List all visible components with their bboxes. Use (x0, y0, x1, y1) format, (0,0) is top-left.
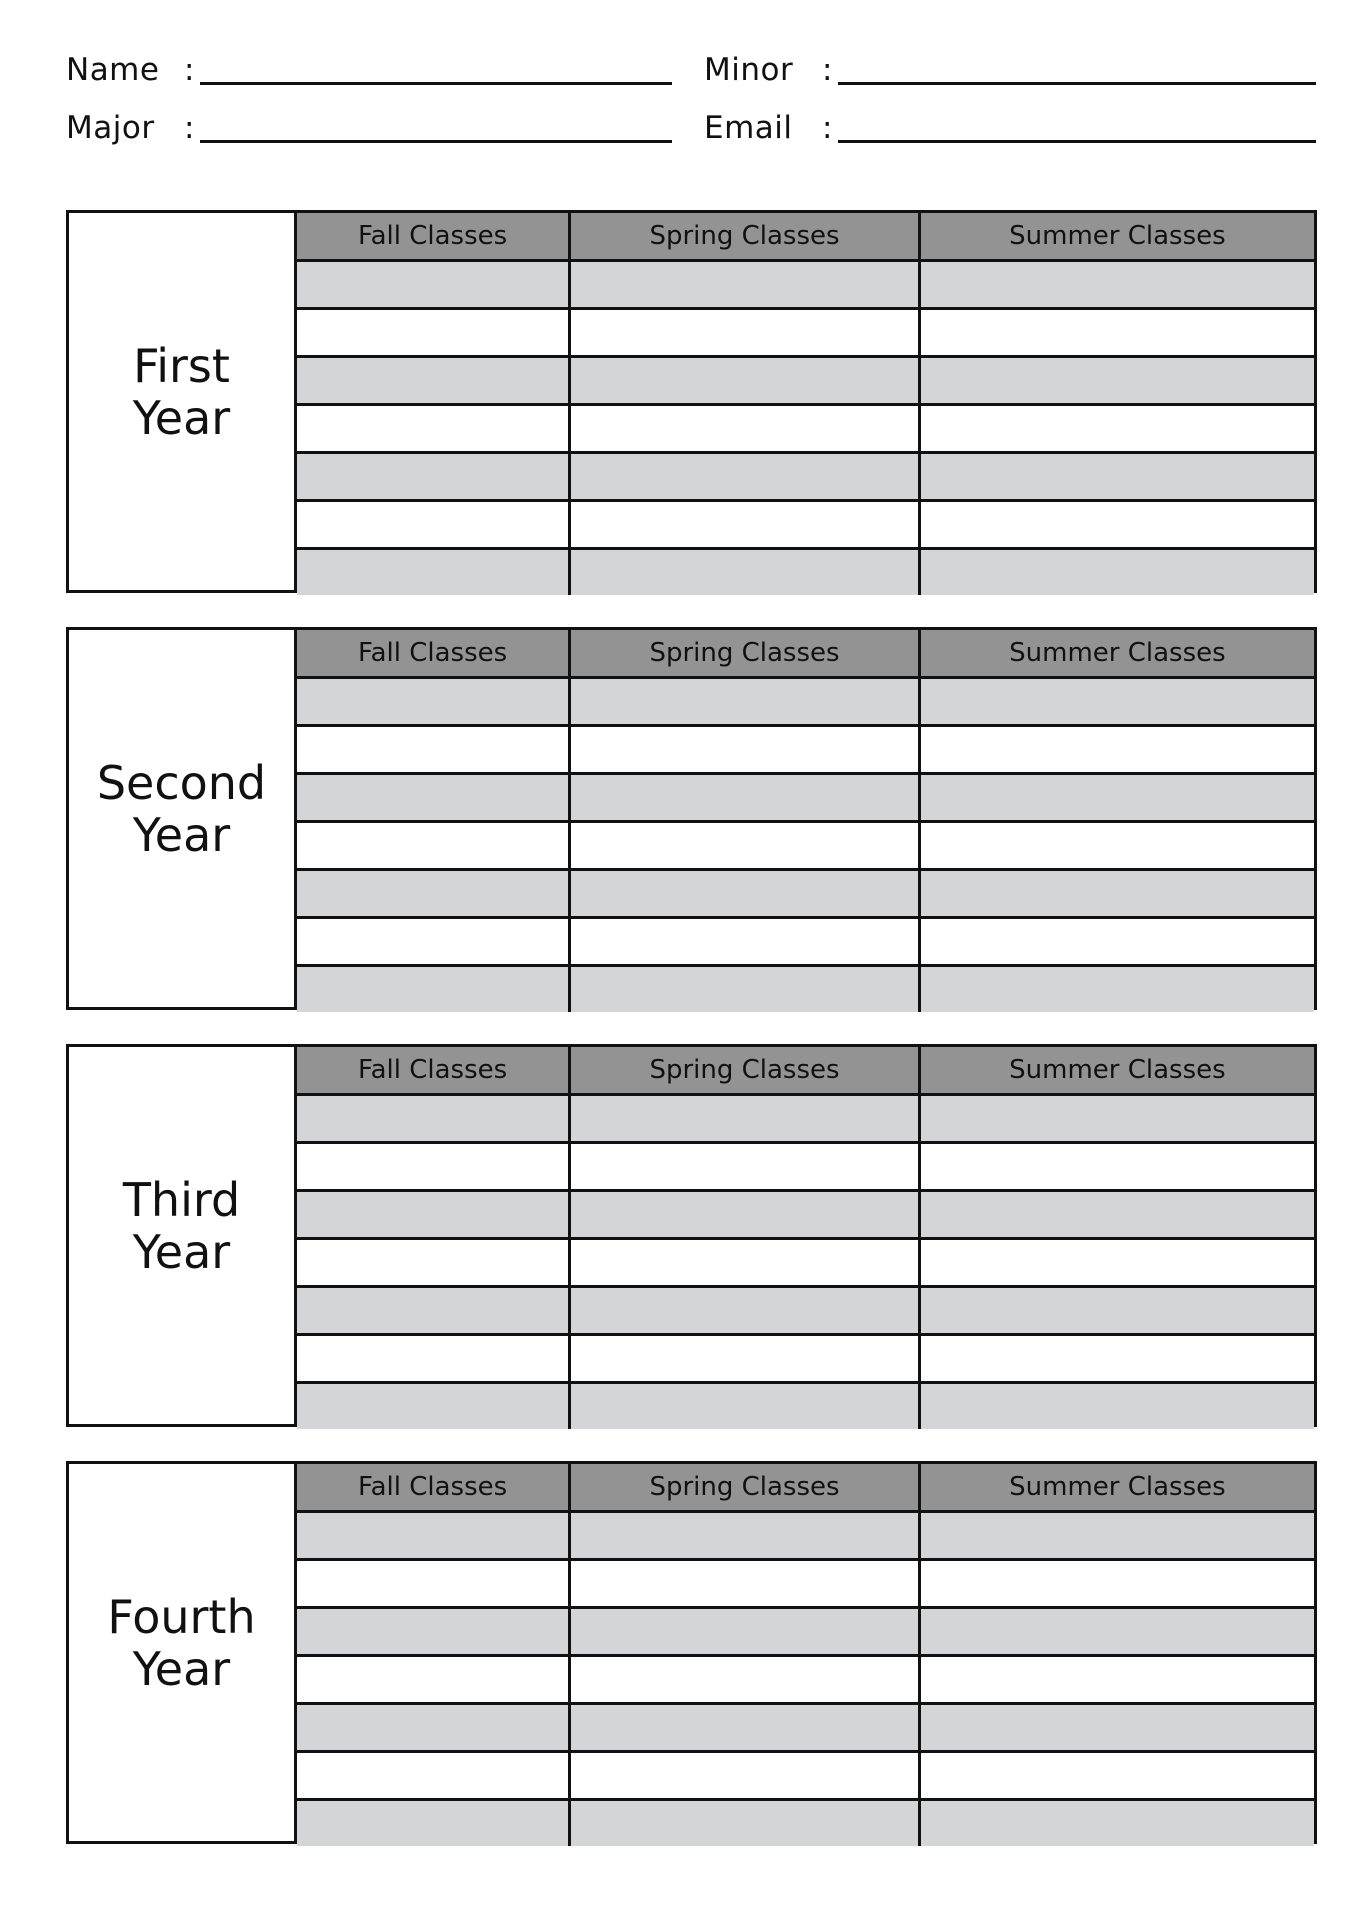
summer-class-cell[interactable] (919, 261, 1314, 309)
table-row (297, 549, 1314, 596)
year-label-line1: Fourth (107, 1589, 256, 1644)
table-row (297, 453, 1314, 501)
fall-class-cell[interactable] (297, 309, 570, 357)
major-colon: : (184, 110, 195, 146)
spring-class-cell[interactable] (570, 1383, 920, 1430)
name-label: Name (66, 52, 160, 88)
fall-class-cell[interactable] (297, 501, 570, 549)
fall-class-cell[interactable] (297, 870, 570, 918)
fall-class-cell[interactable] (297, 726, 570, 774)
table-row (297, 309, 1314, 357)
major-input-line[interactable] (200, 118, 672, 143)
spring-class-cell[interactable] (570, 774, 920, 822)
minor-input-line[interactable] (838, 60, 1316, 85)
major-label: Major (66, 110, 155, 146)
spring-class-cell[interactable] (570, 261, 920, 309)
table-row (297, 501, 1314, 549)
spring-class-cell[interactable] (570, 822, 920, 870)
year-label-line2: Year (132, 1641, 231, 1696)
fall-class-cell[interactable] (297, 1512, 570, 1560)
summer-class-cell[interactable] (919, 870, 1314, 918)
spring-classes-header: Spring Classes (570, 1047, 920, 1095)
first-year-block (66, 210, 1317, 593)
summer-class-cell[interactable] (919, 1656, 1314, 1704)
year-label-line1: Third (122, 1172, 241, 1227)
table-row (297, 918, 1314, 966)
third-year-block (66, 1044, 1317, 1427)
spring-class-cell[interactable] (570, 966, 920, 1013)
fall-class-cell[interactable] (297, 1095, 570, 1143)
fall-class-cell[interactable] (297, 1383, 570, 1430)
spring-class-cell[interactable] (570, 1608, 920, 1656)
fall-class-cell[interactable] (297, 1191, 570, 1239)
table-header-row (297, 630, 1314, 678)
summer-classes-header: Summer Classes (919, 213, 1314, 261)
spring-class-cell[interactable] (570, 501, 920, 549)
email-input-line[interactable] (838, 118, 1316, 143)
spring-class-cell[interactable] (570, 1095, 920, 1143)
spring-class-cell[interactable] (570, 1287, 920, 1335)
summer-class-cell[interactable] (919, 1704, 1314, 1752)
spring-class-cell[interactable] (570, 1800, 920, 1847)
summer-class-cell[interactable] (919, 678, 1314, 726)
table-row (297, 1704, 1314, 1752)
year-class-table (297, 1464, 1314, 1846)
summer-class-cell[interactable] (919, 726, 1314, 774)
year-label (69, 630, 297, 1007)
summer-class-cell[interactable] (919, 1239, 1314, 1287)
spring-class-cell[interactable] (570, 1143, 920, 1191)
summer-class-cell[interactable] (919, 774, 1314, 822)
spring-class-cell[interactable] (570, 1512, 920, 1560)
table-header-row (297, 1047, 1314, 1095)
table-row (297, 1512, 1314, 1560)
table-row (297, 1239, 1314, 1287)
spring-class-cell[interactable] (570, 549, 920, 596)
year-label-line2: Year (132, 390, 231, 445)
summer-class-cell[interactable] (919, 1287, 1314, 1335)
summer-class-cell[interactable] (919, 1608, 1314, 1656)
fall-class-cell[interactable] (297, 1800, 570, 1847)
student-info-header (66, 48, 1316, 148)
fall-class-cell[interactable] (297, 357, 570, 405)
summer-class-cell[interactable] (919, 966, 1314, 1013)
year-class-table (297, 1047, 1314, 1429)
table-row (297, 1143, 1314, 1191)
spring-class-cell[interactable] (570, 1656, 920, 1704)
fall-class-cell[interactable] (297, 966, 570, 1013)
fall-class-cell[interactable] (297, 261, 570, 309)
summer-classes-header: Summer Classes (919, 1464, 1314, 1512)
table-row (297, 1383, 1314, 1430)
fall-class-cell[interactable] (297, 549, 570, 596)
table-row (297, 1800, 1314, 1847)
summer-class-cell[interactable] (919, 501, 1314, 549)
spring-class-cell[interactable] (570, 1191, 920, 1239)
spring-class-cell[interactable] (570, 1752, 920, 1800)
spring-classes-header: Spring Classes (570, 630, 920, 678)
table-row (297, 822, 1314, 870)
fall-class-cell[interactable] (297, 1608, 570, 1656)
summer-class-cell[interactable] (919, 357, 1314, 405)
spring-class-cell[interactable] (570, 726, 920, 774)
table-row (297, 1095, 1314, 1143)
fourth-year-block (66, 1461, 1317, 1844)
summer-class-cell[interactable] (919, 1095, 1314, 1143)
spring-class-cell[interactable] (570, 1560, 920, 1608)
spring-class-cell[interactable] (570, 309, 920, 357)
summer-class-cell[interactable] (919, 1800, 1314, 1847)
summer-class-cell[interactable] (919, 1335, 1314, 1383)
summer-class-cell[interactable] (919, 549, 1314, 596)
spring-class-cell[interactable] (570, 870, 920, 918)
second-year-block (66, 627, 1317, 1010)
fall-classes-header: Fall Classes (297, 1047, 570, 1095)
summer-class-cell[interactable] (919, 1191, 1314, 1239)
spring-class-cell[interactable] (570, 357, 920, 405)
summer-class-cell[interactable] (919, 822, 1314, 870)
spring-class-cell[interactable] (570, 678, 920, 726)
table-row (297, 726, 1314, 774)
major-field (66, 108, 672, 148)
email-colon: : (822, 110, 833, 146)
minor-colon: : (822, 52, 833, 88)
name-input-line[interactable] (200, 60, 672, 85)
spring-classes-header: Spring Classes (570, 1464, 920, 1512)
fall-classes-header: Fall Classes (297, 1464, 570, 1512)
fall-class-cell[interactable] (297, 405, 570, 453)
summer-classes-header: Summer Classes (919, 630, 1314, 678)
summer-class-cell[interactable] (919, 309, 1314, 357)
table-row (297, 1656, 1314, 1704)
summer-class-cell[interactable] (919, 1143, 1314, 1191)
fall-class-cell[interactable] (297, 1704, 570, 1752)
spring-class-cell[interactable] (570, 1335, 920, 1383)
summer-class-cell[interactable] (919, 1752, 1314, 1800)
fall-class-cell[interactable] (297, 1752, 570, 1800)
year-class-table (297, 213, 1314, 595)
year-label-line1: First (133, 338, 230, 393)
table-row (297, 678, 1314, 726)
table-row (297, 405, 1314, 453)
fall-class-cell[interactable] (297, 1287, 570, 1335)
fall-class-cell[interactable] (297, 1560, 570, 1608)
spring-class-cell[interactable] (570, 1704, 920, 1752)
summer-class-cell[interactable] (919, 405, 1314, 453)
summer-class-cell[interactable] (919, 1560, 1314, 1608)
minor-field (704, 50, 1316, 90)
table-row (297, 1335, 1314, 1383)
table-row (297, 1560, 1314, 1608)
summer-class-cell[interactable] (919, 918, 1314, 966)
fall-class-cell[interactable] (297, 822, 570, 870)
fall-classes-header: Fall Classes (297, 630, 570, 678)
name-colon: : (184, 52, 195, 88)
table-row (297, 966, 1314, 1013)
fall-class-cell[interactable] (297, 1656, 570, 1704)
summer-classes-header: Summer Classes (919, 1047, 1314, 1095)
table-row (297, 357, 1314, 405)
minor-label: Minor (704, 52, 794, 88)
table-row (297, 1191, 1314, 1239)
fall-class-cell[interactable] (297, 1239, 570, 1287)
year-label-line2: Year (132, 807, 231, 862)
spring-class-cell[interactable] (570, 453, 920, 501)
year-label (69, 213, 297, 590)
summer-class-cell[interactable] (919, 453, 1314, 501)
table-header-row (297, 213, 1314, 261)
spring-class-cell[interactable] (570, 918, 920, 966)
email-label: Email (704, 110, 793, 146)
fall-class-cell[interactable] (297, 453, 570, 501)
table-row (297, 1608, 1314, 1656)
table-row (297, 870, 1314, 918)
fall-classes-header: Fall Classes (297, 213, 570, 261)
summer-class-cell[interactable] (919, 1512, 1314, 1560)
table-row (297, 1752, 1314, 1800)
table-row (297, 1287, 1314, 1335)
table-row (297, 774, 1314, 822)
fall-class-cell[interactable] (297, 918, 570, 966)
name-field (66, 50, 672, 90)
year-label (69, 1047, 297, 1424)
year-label (69, 1464, 297, 1841)
year-class-table (297, 630, 1314, 1012)
fall-class-cell[interactable] (297, 678, 570, 726)
spring-class-cell[interactable] (570, 405, 920, 453)
spring-classes-header: Spring Classes (570, 213, 920, 261)
year-label-line1: Second (96, 755, 267, 810)
year-label-line2: Year (132, 1224, 231, 1279)
fall-class-cell[interactable] (297, 774, 570, 822)
spring-class-cell[interactable] (570, 1239, 920, 1287)
fall-class-cell[interactable] (297, 1143, 570, 1191)
table-row (297, 261, 1314, 309)
fall-class-cell[interactable] (297, 1335, 570, 1383)
summer-class-cell[interactable] (919, 1383, 1314, 1430)
table-header-row (297, 1464, 1314, 1512)
email-field (704, 108, 1316, 148)
